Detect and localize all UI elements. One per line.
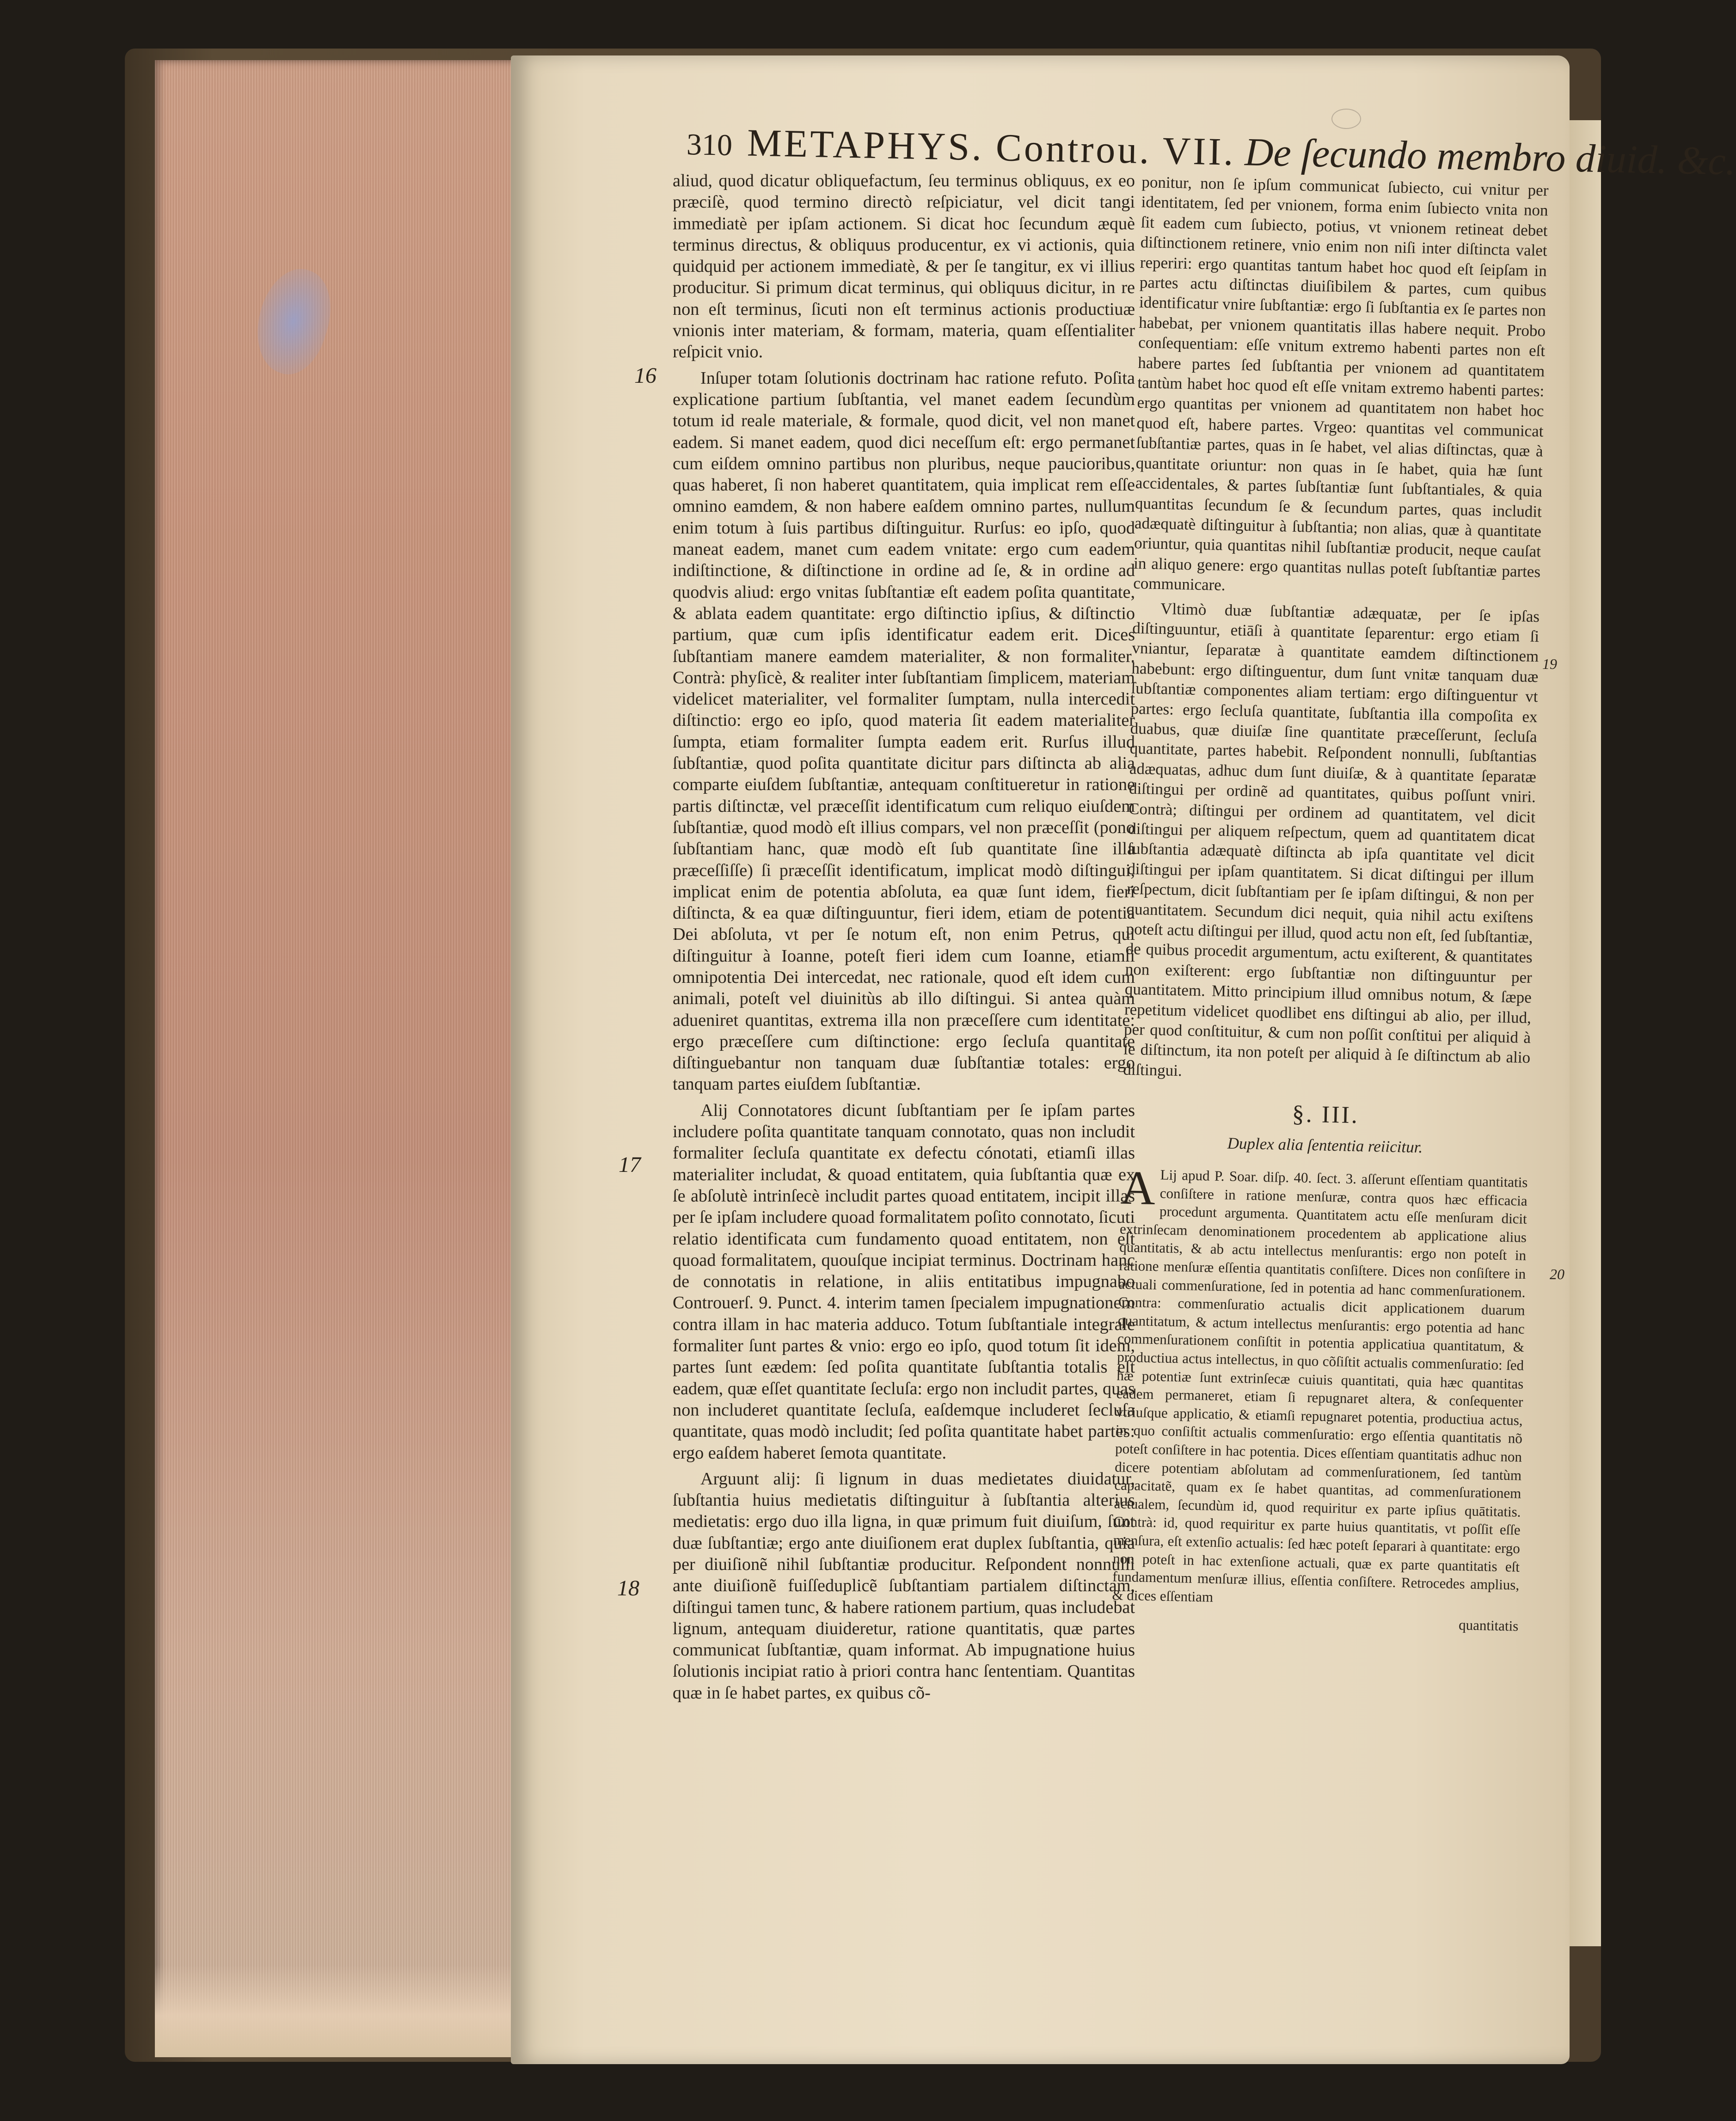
section-mark: §. III. [1292, 1101, 1360, 1129]
page-edge-lip [155, 1965, 552, 2057]
margin-number-20: 20 [1550, 1266, 1564, 1282]
running-title: METAPHYS. Controu. VII. [747, 121, 1236, 174]
paragraph: Vltimò duæ ſubſtantiæ adæquatæ, per ſe ipſas diſtinguuntur, etiāſi à quantitate ſeparentur: ergo etiam ſi vniantur, ſeparatæ à quantitate eamdem diſtinctionem habebunt: ergo diſtinguentur, dum ſunt vnitæ tanquam duæ ſubſtantiæ componentes aliam tertiam: ergo diſtinguentur vt partes: ergo ſecluſa quantitate, ſubſtantia illa compoſita ex duabus, quæ diuiſæ ſine quantitate præceſſerunt, ſecluſa quantitate, partes habebit. Reſpondent nonnulli, ſubſtantias adæquatas, adhuc dum ſunt diuiſæ, & à quantitate ſeparatæ diſtingui per ordinẽ ad quantitates, quibus poſſunt vniri. Contrà; diſtingui per ordinem ad quantitatem, vel dicit diſtingui per aliquem reſpectum, quem ad quantitatem dicat ſubſtantia adæquatè diſtincta ab ipſa quantitate vel dicit diſtingui per ipſam quantitatem. Si dicat diſtingui per illum reſpectum, dicit ſubſtantiam per ſe ipſam diſtingui, & non per quantitatem. Secundum dici nequit, quia nihil actu exiſtens poteſt actu diſtingui per illud, quod actu non eſt, ſed ſubſtantiæ, de quibus procedit argumentum, actu exiſterent, & quantitates non exiſterent: ergo ſubſtantiæ non diſtinguuntur per quantitatem. Mitto principium illud omnibus notum, & ſæpe repetitum videlicet quodlibet ens diſtingui ab alio, per illud, per quod conſtituitur, & cum non poſſit conſtitui per aliquid à ſe diſtinctum, ita non poteſt per aliquid à ſe diſtinctum ab alio diſtingui. [1123, 599, 1540, 1080]
margin-number-19: 19 [1542, 656, 1557, 672]
right-column [1111, 172, 1549, 1640]
margin-number-18: 18 [617, 1576, 639, 1600]
page-number: 310 [686, 128, 733, 162]
left-column [673, 170, 1135, 1708]
catchword: quantitatis [1458, 1617, 1519, 1635]
facing-page-edge [1565, 120, 1601, 1946]
pencil-mark [1331, 109, 1361, 129]
paragraph: Inſuper totam ſolutionis doctrinam hac ratione refuto. Poſita explicatione partium ſubſtantia, vel manet eadem ſecundùm totum id reale materiale, & formale, quod dicit, vel non manet eadem. Si manet eadem, quod dici neceſſum eſt: ergo permanet cum eiſdem omnino partibus non pluribus, neque paucioribus, quas haberet, ſi non haberet quantitatem, quia implicat rem eſſe omnino eamdem, & non habere eaſdem omnino partes, nullum enim totum à ſuis partibus diſtinguitur. Rurſus: eo ipſo, quod maneat eadem, manet cum eadem vnitate: ergo cum eadem indiſtinctione, & diſtinctione in ordine ad ſe, & in ordine ad quodvis aliud: ergo vnitas ſubſtantiæ eſt eadem poſita quantitate, & ablata eadem quantitate: ergo diſtinctio ipſius, & diſtinctio partium, quæ cum ipſis identificatur eadem erit. Dices ſubſtantiam manere eamdem materialiter, & non formaliter. Contrà: phyſicè, & realiter inter ſubſtantiam ſimplicem, materiam videlicet materialiter, vel formaliter ſumptam, nulla intercedit diſtinctio: ergo eo ipſo, quod materia ſit eadem materialiter ſumpta, etiam formaliter ſumpta eadem erit. Rurſus illud ſubſtantiæ, quod poſita quantitate dicitur pars diſtincta ab alia comparte eiuſdem ſubſtantiæ, antequam conſtitueretur in ratione partis diſtinctæ, vel præceſſit identificatum cum reliquo eiuſdem ſubſtantiæ, quod modò eſt illius compars, vel non præceſſit (pono ſubſtantiam hanc, quæ modò eſt ſub quantitate ſine illa præceſſiſſe) ſi præceſſit identificatum, implicat modò diſtingui, implicat enim de potentia abſoluta, ea quæ ſunt idem, fieri diſtincta, & ea quæ diſtinguuntur, fieri idem, etiam de potentia Dei abſoluta, vt per ſe notum eſt, non enim Petrus, qui diſtinguitur à Ioanne, poteſt fieri idem cum Ioanne, etiamſi omnipotentia Dei intercedat, nec rationale, quod eſt idem cum animali, poteſt vel diuinitùs ab illo diſtingui. Si antea quàm adueniret quantitas, extrema illa non præceſſere cum identitate: ergo præceſſere cum diſtinctione: ergo ſecluſa quantitate diſtinguebantur non tanquam duæ ſubſtantiæ totales: ergo tanquam partes eiuſdem ſubſtantiæ. [673, 368, 1135, 1094]
paragraph: ponitur, non ſe ipſum communicat ſubiecto, cui vnitur per identitatem, ſed per vnionem, forma enim ſubiecto vnita non ſit eadem cum ſubiecto, potius, vt vnionem retineat debet diſtinctionem retinere, vnio enim non niſi inter diſtincta valet reperiri: ergo quantitas tantum habet hoc quod eſt ſeipſam in partes actu diſtinctas diuiſibilem & partes, cum quibus identificatur vnire ſubſtantiæ: ergo ſi ſubſtantia ex ſe partes non habebat, per vnionem quantitatis illas habere nequit. Probo conſequentiam: eſſe vnitum extremo habenti partes non eſt habere partes ſed ſubſtantia per vnionem ad quantitatem tantùm habet hoc quod eſt eſſe vnitam extremo habenti partes: ergo quantitas per vnionem ad quantitatem non habet hoc quod eſt, habere partes. Vrgeo: quantitas vel communicat ſubſtantiæ partes, quas in ſe habet, vel alias diſtinctas, quæ à quantitate oriuntur: non quas in ſe habet, quia hæ ſunt accidentales, & partes ſubſtantiæ ſunt ſubſtantiales, & quia quantitas ſecundum ſe & ſecundum partes, quas includit adæquatè diſtinguitur à ſubſtantia; non alias, quæ à quantitate oriuntur, quia quantitas nihil ſubſtantiæ producit, neque cauſat in aliquo genere: ergo quantitas nullas poteſt ſubſtantiæ partes communicare. [1133, 172, 1549, 595]
margin-number-17: 17 [619, 1152, 641, 1177]
margin-number-16: 16 [634, 363, 656, 388]
section-heading: Duplex alia ſententia reiicitur. [1227, 1134, 1423, 1156]
section-paragraph [1112, 1161, 1528, 1612]
section-text: Lij apud P. Soar. diſp. 40. ſect. 3. aſſerunt eſſentiam quantitatis conſiſtere in ratione menſuræ, contra quos hæc efficacia procedunt argumenta. Quantitatem actu eſſe menſuram dicit extrinſecam denominationem procedentem ab applicatione alius quantitatis, & ab actu intellectus menſurantis: ergo non poteſt in ratione menſuræ eſſentia quantitatis conſiſtere. Dices non conſiſtere in actuali commenſuratione, ſed in potentia ad hanc commenſurationem. Contra: commenſuratio actualis dicit applicationem duarum quantitatum, & actum intellectus menſurantis: ergo potentia ad hanc commenſurationem conſiſtit in potentia applicatiua quantitatum, & productiua actus intellectus, in quo cõſiſtit actualis commenſuratio: ſed hæ potentiæ ſunt extrinſecæ cuiuis quantitati, quia hæc quantitas eadem permaneret, etiam ſi repugnaret altera, & conſequenter vtriuſque applicatio, & etiamſi repugnaret potentia, productiua actus, in quo conſiſtit actualis commenſuratio: ergo eſſentia quantitatis nõ poteſt conſiſtere in hac potentia. Dices eſſentiam quantitatis adhuc non dicere potentiam abſolutam ad commenſurationem, ſed tantùm capacitatẽ, quam ex ſe habet quantitas, ad commenſurationem actualem, ſecundùm id, quod requiritur ex parte ipſius quātitatis. Contrà: id, quod requiritur ex parte huius quantitatis, vt poſſit eſſe menſura, eſt extenſio actualis: ſed hæc poteſt ſeparari à quantitate: ergo non poteſt in hac extenſione actuali, quæ ex parte quantitatis eſt fundamentum menſuræ illius, eſſentia conſiſtere. Retrocedes amplius, & dices eſſentiam [1112, 1166, 1528, 1605]
drop-cap: A [1120, 1161, 1156, 1215]
left-page-edges [155, 60, 552, 2057]
section-title-header: De ſecundo membro diuid. &c. [1244, 129, 1736, 184]
paragraph: aliud, quod dicatur obliquefactum, ſeu terminus obliquus, ex eo præciſè, quod termino directò reſpiciatur, vel dicit tangi immediatè per ipſam actionem. Si dicat hoc ſecundum æquè terminus directus, & obliquus producentur, ex vi actionis, quia quidquid per actionem immediatè, & per ſe tangitur, ex vi illius producitur. Si primum dicat terminus, qui obliquus dicitur, in re non eſt terminus, ſicuti non eſt terminus actionis productiuæ vnionis inter materiam, & formam, materia, quam eſſentialiter reſpicit vnio. [673, 171, 1135, 362]
paragraph: Alij Connotatores dicunt ſubſtantiam per ſe ipſam partes includere poſita quantitate tanquam connotato, quas non includit formaliter ſecluſa quantitate ex defectu cónotati, etiamſi illas materialiter includat, & quoad entitatem, quia ſubſtantia quæ ex ſe abſolutè intrinſecè includit partes quoad entitatem, incipit illas per ſe ipſam includere quoad formalitatem poſito connotato, ſicuti relatio identificata cum fundamento quoad entitatem, non eſt quoad formalitatem, quouſque incipiat terminus. Doctrinam hanc de connotatis in relatione, in aliis entitatibus impugnabo Controuerſ. 9. Punct. 4. interim tamen ſpecialem impugnationem contra illam in hac materia adduco. Totum ſubſtantiale integrale formaliter ſunt partes & vnio: ergo eo ipſo, quod totum ſit idem, partes ſunt eædem: ſed poſita quantitate ſubſtantia totalis eſt eadem, quæ eſſet quantitate ſecluſa: ergo non includit partes, quas non includeret quantitate ſecluſa, eaſdemque includeret ſecluſa quantitate, quas modò includit; ſed poſita quantitate habet partes: ergo eaſdem haberet ſemota quantitate. [673, 1100, 1135, 1463]
paragraph: Arguunt alij: ſi lignum in duas medietates diuidatur, ſubſtantia huius medietatis diſtinguitur à ſubſtantia alterius medietatis: ergo duo illa ligna, in quæ primum fuit diuiſum, ſunt duæ ſubſtantiæ; ergo ante diuiſionem erat duplex ſubſtantia, quia per diuiſionẽ nihil ſubſtantiæ producitur. Reſpondent nonnulli ante diuiſionẽ fuiſſeduplicẽ ſubſtantiam partialem diſtinctam, diſtingui tamen tunc, & habere rationem partium, quas includebat lignum, antequam diuideretur, ratione quantitatis, quæ partes communicat ſubſtantiæ, quam informat. Ab impugnatione huius ſolutionis incipiat ratio à priori contra hanc ſententiam. Quantitas quæ in ſe habet partes, ex quibus cõ- [673, 1469, 1135, 1703]
